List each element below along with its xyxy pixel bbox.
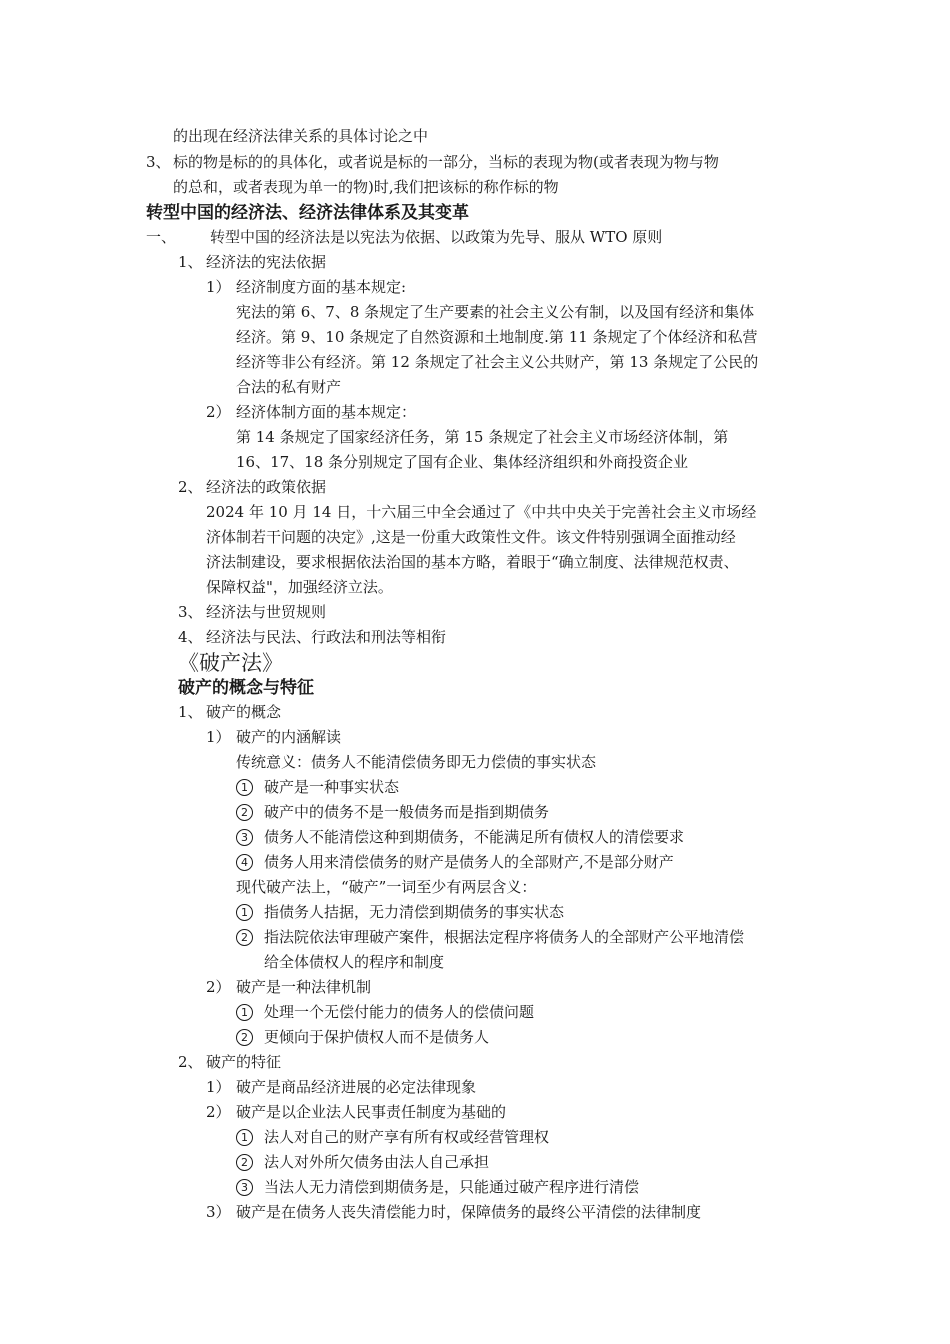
circled-number: 1: [236, 775, 256, 799]
list-marker: 2、: [178, 1053, 203, 1071]
list-marker: 4、: [178, 628, 203, 646]
paragraph-line: 传统意义：债务人不能清偿债务即无力偿债的事实状态: [236, 753, 597, 771]
list-item-text: 破产是一种事实状态: [264, 778, 400, 796]
list-marker: 3、: [178, 603, 203, 621]
list-marker: 2、: [178, 478, 203, 496]
list-marker: 3、: [146, 153, 171, 171]
circled-number: 1: [236, 1125, 256, 1149]
list-marker: 2）: [206, 978, 231, 996]
list-item-text: 经济制度方面的基本规定:: [236, 278, 407, 296]
circled-number: 2: [236, 925, 256, 949]
circled-number: 1: [236, 900, 256, 924]
paragraph-line: 宪法的第 6、7、8 条规定了生产要素的社会主义公有制，以及国有经济和集体: [236, 303, 755, 321]
list-item-text: 处理一个无偿付能力的债务人的偿债问题: [264, 1003, 535, 1021]
list-item-text: 经济体制方面的基本规定：: [236, 403, 417, 421]
list-marker: 2）: [206, 1103, 231, 1121]
list-item-text: 经济法的宪法依据: [206, 253, 327, 271]
paragraph-line: 经济等非公有经济。第 12 条规定了社会主义公共财产，第 13 条规定了公民的: [236, 353, 759, 371]
paragraph-line: 2024 年 10 月 14 日，十六届三中全会通过了《中共中央关于完善社会主义市场经: [206, 503, 757, 521]
list-item-text: 破产的特征: [206, 1053, 282, 1071]
list-item-text: 法人对外所欠债务由法人自己承担: [264, 1153, 490, 1171]
paragraph-line: 的总和，或者表现为单一的物)时,我们把该标的称作标的物: [173, 178, 559, 196]
paragraph-line: 转型中国的经济法是以宪法为依据、以政策为先导、服从 WTO 原则: [210, 228, 663, 246]
paragraph-line: 16、17、18 条分别规定了国有企业、集体经济组织和外商投资企业: [236, 453, 689, 471]
list-item-text: 债务人不能清偿这种到期债务，不能满足所有债权人的清偿要求: [264, 828, 685, 846]
list-item-text: 法人对自己的财产享有所有权或经营管理权: [264, 1128, 550, 1146]
paragraph-line: 合法的私有财产: [236, 378, 342, 396]
list-item-text: 债务人用来清偿债务的财产是债务人的全部财产,不是部分财产: [264, 853, 674, 871]
list-marker: 1）: [206, 1078, 231, 1096]
list-item-text: 破产的内涵解读: [236, 728, 342, 746]
paragraph-line: 济体制若干问题的决定》,这是一份重大政策性文件。该文件特别强调全面推动经: [206, 528, 736, 546]
list-item-text: 经济法与民法、行政法和刑法等相衔: [206, 628, 447, 646]
paragraph-line: 给全体债权人的程序和制度: [264, 953, 445, 971]
paragraph-line: 济法制建设，要求根据依法治国的基本方略，着眼于“确立制度、法律规范权责、: [206, 553, 739, 571]
list-marker: 1）: [206, 278, 231, 296]
list-item-text: 经济法的政策依据: [206, 478, 327, 496]
list-item-text: 当法人无力清偿到期债务是，只能通过破产程序进行清偿: [264, 1178, 640, 1196]
circled-number: 4: [236, 850, 256, 874]
circled-number: 2: [236, 1025, 256, 1049]
circled-number: 1: [236, 1000, 256, 1024]
circled-number: 3: [236, 1175, 256, 1199]
paragraph-line: 第 14 条规定了国家经济任务，第 15 条规定了社会主义市场经济体制，第: [236, 428, 729, 446]
list-marker: 1、: [178, 253, 203, 271]
list-item-text: 破产中的债务不是一般债务而是指到期债务: [264, 803, 550, 821]
section-subtitle: 破产的概念与特征: [178, 678, 314, 698]
paragraph-line: 经济。第 9、10 条规定了自然资源和土地制度.第 11 条规定了个体经济和私营: [236, 328, 758, 346]
list-item-text: 破产是一种法律机制: [236, 978, 372, 996]
list-item-text: 破产是在债务人丧失清偿能力时，保障债务的最终公平清偿的法律制度: [236, 1203, 702, 1221]
list-marker: 一、: [146, 228, 177, 246]
list-item-text: 指法院依法审理破产案件，根据法定程序将债务人的全部财产公平地清偿: [264, 928, 745, 946]
list-item-text: 破产是以企业法人民事责任制度为基础的: [236, 1103, 507, 1121]
list-marker: 1、: [178, 703, 203, 721]
paragraph-line: 的出现在经济法律关系的具体讨论之中: [173, 127, 429, 145]
circled-number: 2: [236, 800, 256, 824]
list-item-text: 指债务人拮据，无力清偿到期债务的事实状态: [264, 903, 565, 921]
circled-number: 2: [236, 1150, 256, 1174]
circled-number: 3: [236, 825, 256, 849]
list-item-text: 更倾向于保护债权人而不是债务人: [264, 1028, 490, 1046]
list-marker: 1）: [206, 728, 231, 746]
paragraph-line: 现代破产法上，“破产”一词至少有两层含义：: [236, 878, 537, 896]
paragraph-line: 保障权益"，加强经济立法。: [206, 578, 393, 596]
list-marker: 3）: [206, 1203, 231, 1221]
section-heading: 转型中国的经济法、经济法律体系及其变革: [146, 203, 469, 223]
paragraph-line: 标的物是标的的具体化，或者说是标的一部分，当标的表现为物(或者表现为物与物: [173, 153, 719, 171]
chapter-title: 《破产法》: [178, 651, 283, 675]
list-item-text: 破产的概念: [206, 703, 282, 721]
list-item-text: 破产是商品经济进展的必定法律现象: [236, 1078, 477, 1096]
list-marker: 2）: [206, 403, 231, 421]
list-item-text: 经济法与世贸规则: [206, 603, 327, 621]
